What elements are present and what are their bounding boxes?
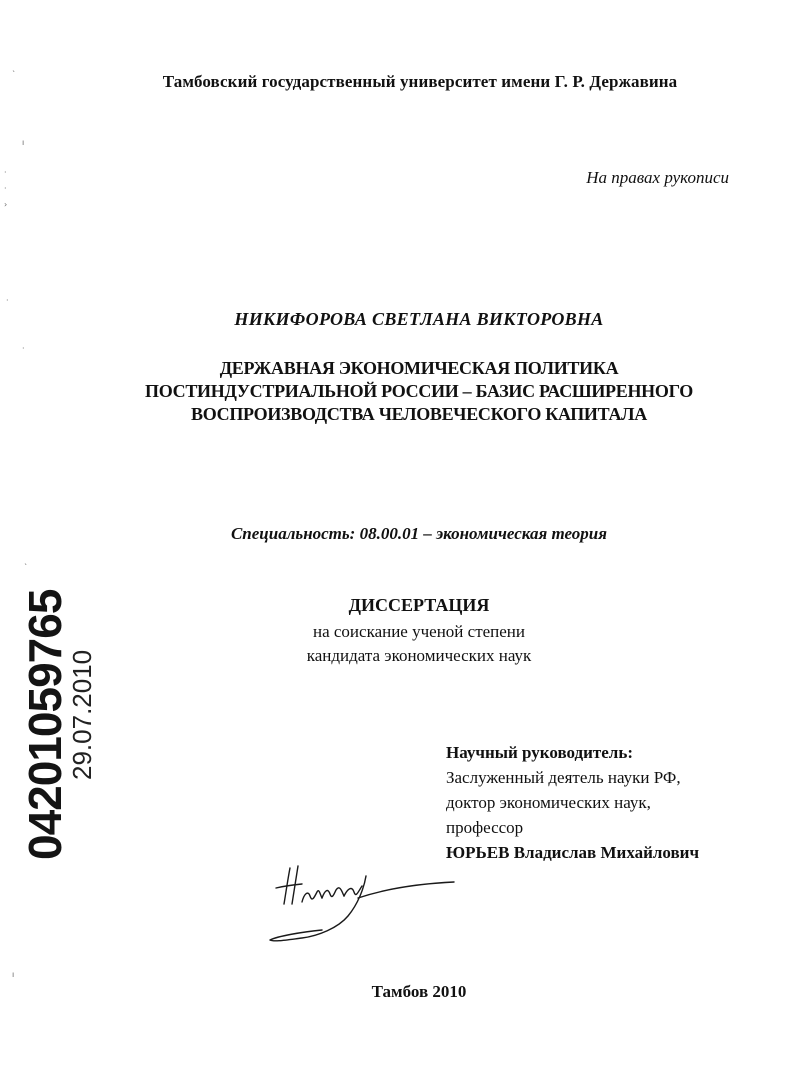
supervisor-heading: Научный руководитель:	[446, 743, 633, 762]
stamp-date: 29.07.2010	[67, 649, 97, 780]
supervisor-title-line: профессор	[446, 818, 524, 837]
scan-speck: ·	[6, 296, 9, 305]
stamp-code: 04201059765	[19, 589, 71, 860]
title-line: ВОСПРОИЗВОДСТВА ЧЕЛОВЕЧЕСКОГО КАПИТАЛА	[191, 404, 647, 424]
degree-description	[0, 620, 791, 668]
degree-line: кандидата экономических наук	[306, 646, 532, 665]
scan-speck: ı	[22, 138, 25, 147]
scan-speck: ·	[4, 168, 7, 177]
supervisor-block	[446, 740, 699, 865]
scan-speck: ·	[4, 184, 7, 193]
scan-speck: ·	[22, 344, 25, 353]
city-year: Тамбов 2010	[371, 982, 467, 1001]
dissertation-title	[0, 357, 791, 426]
handwritten-signature	[262, 858, 462, 958]
title-line: ПОСТИНДУСТРИАЛЬНОЙ РОССИИ – БАЗИС РАСШИРЕННОГО	[145, 381, 693, 401]
supervisor-title-line: Заслуженный деятель науки РФ,	[446, 768, 681, 787]
author-name: НИКИФОРОВА СВЕТЛАНА ВИКТОРОВНА	[234, 309, 604, 329]
supervisor-name: ЮРЬЕВ Владислав Михайлович	[446, 843, 700, 862]
library-stamp	[19, 589, 97, 860]
scan-speck: ˋ	[12, 70, 16, 79]
scan-speck: ˎ	[24, 556, 28, 565]
scan-speck: ı	[12, 970, 15, 979]
degree-line: на соискание ученой степени	[312, 622, 526, 641]
title-line: ДЕРЖАВНАЯ ЭКОНОМИЧЕСКАЯ ПОЛИТИКА	[219, 358, 619, 378]
dissertation-heading: ДИССЕРТАЦИЯ	[348, 595, 490, 615]
speciality-line: Специальность: 08.00.01 – экономическая теория	[230, 524, 608, 543]
scan-speck: ›	[4, 200, 8, 209]
university-name: Тамбовский государственный университет имени Г. Р. Державина	[162, 72, 678, 91]
manuscript-rights-note: На правах рукописи	[586, 168, 729, 187]
supervisor-title-line: доктор экономических наук,	[446, 793, 651, 812]
